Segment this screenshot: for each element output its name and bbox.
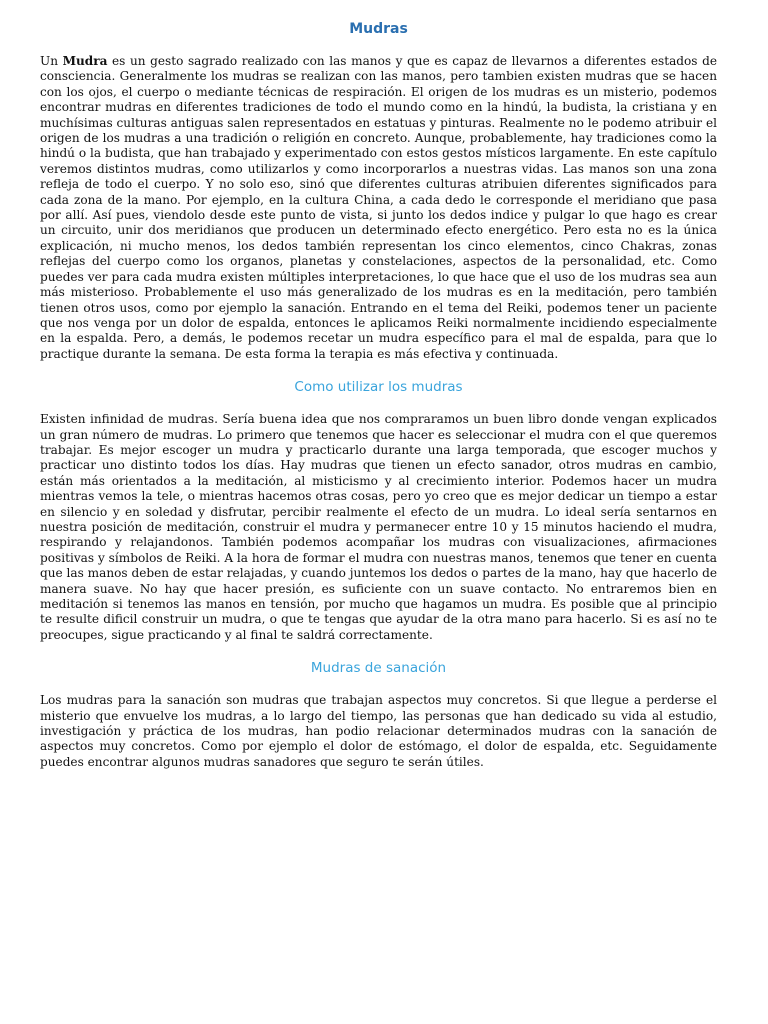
section-heading-how: Como utilizar los mudras <box>294 379 463 396</box>
healing-paragraph: Los mudras para la sanación son mudras que trabajan aspectos muy concretos. Si que llegue a perderse el misterio que envuelve los mudras, a lo largo del tiempo, las personas que han dedicado su vida al estudio, investigación y práctica de los mudras, han podio relacionar determinados mudras con la sanación de aspectos muy concretos. Como por ejemplo el dolor de estómago, el dolor de espalda, etc. Seguidamente puedes encontrar algunos mudras sanadores que seguro te serán útiles. <box>40 693 717 769</box>
section-heading-healing: Mudras de sanación <box>310 660 447 677</box>
intro-text: es un gesto sagrado realizado con las manos y que es capaz de llevarnos a diferentes estados de consciencia. Generalmente los mudras se realizan con las manos, pero tambien existen mudras que se hacen con los ojos, el cuerpo o mediante técnicas de respiración. El origen de los mudras es un misterio, podemos encontrar mudras en diferentes tradiciones de todo el mundo como en la hindú, la budista, la cristiana y en muchísimas culturas antiguas salen representados en estatuas y pinturas. Realmente no le podemo atribuir el origen de los mudras a una tradición o religión en concreto. Aunque, probablemente, hay tradiciones como la hindú o la budista, que han trabajado y experimentado con estos gestos místicos largamente. En este capítulo veremos distintos mudras, como utilizarlos y como incorporarlos a nuestras vidas. Las manos son una zona refleja de todo el cuerpo. Y no solo eso, sinó que diferentes culturas atribuien diferentes significados para cada zona de la mano. Por ejemplo, en la cultura China, a cada dedo le corresponde el meridiano que pasa por allí. Así pues, viendolo desde este punto de vista, si junto los dedos indice y pulgar lo que hago es crear un circuito, unir dos meridianos que producen un determinado efecto energético. Pero esta no es la única explicación, ni mucho menos, los dedos también representan los cinco elementos, cinco Chakras, zonas reflejas del cuerpo como los organos, planetas y constelaciones, aspectos de la personalidad, etc. Como puedes ver para cada mudra existen múltiples interpretaciones, lo que hace que el uso de los mudras sea aun más misterioso. Probablemente el uso más generalizado de los mudras es en la meditación, pero también tienen otros usos, como por ejemplo la sanación. Entrando en el tema del Reiki, podemos tener un paciente que nos venga por un dolor de espalda, entonces le aplicamos Reiki normalmente incidiendo especialmente en la espalda. Pero, a demás, le podemos recetar un mudra específico para el mal de espalda, para que lo practique durante la semana. De esta forma la terapia es más efectiva y continuada. <box>40 54 717 361</box>
intro-paragraph <box>40 54 717 362</box>
page-title: Mudras <box>349 21 408 37</box>
intro-lead: Un <box>40 54 63 68</box>
how-paragraph: Existen infinidad de mudras. Sería buena idea que nos compraramos un buen libro donde vengan explicados un gran número de mudras. Lo primero que tenemos que hacer es seleccionar el mudra con el que queremos trabajar. Es mejor escoger un mudra y practicarlo durante una larga temporada, que escoger muchos y practicar uno distinto todos los días. Hay mudras que tienen un efecto sanador, otros mudras en cambio, están más orientados a la meditación, al misticismo y al crecimiento interior. Podemos hacer un mudra mientras vemos la tele, o mientras hacemos otras cosas, pero yo creo que es mejor dedicar un tiempo a estar en silencio y en soledad y disfrutar, percibir realmente el efecto de un mudra. Lo ideal sería sentarnos en nuestra posición de meditación, construir el mudra y permanecer entre 10 y 15 minutos haciendo el mudra, respirando y relajandonos. También podemos acompañar los mudras con visualizaciones, afirmaciones positivas y símbolos de Reiki. A la hora de formar el mudra con nuestras manos, tenemos que tener en cuenta que las manos deben de estar relajadas, y cuando juntemos los dedos o partes de la mano, hay que hacerlo de manera suave. No hay que hacer presión, es suficiente con un suave contacto. No entraremos bien en meditación si tenemos las manos en tensión, por mucho que hagamos un mudra. Es posible que al principio te resulte dificil construir un mudra, o que te tengas que ayudar de la otra mano para hacerlo. Si es así no te preocupes, sigue practicando y al final te saldrá correctamente. <box>40 412 717 642</box>
mudra-term: Mudra <box>62 54 108 68</box>
document-page <box>40 0 717 770</box>
